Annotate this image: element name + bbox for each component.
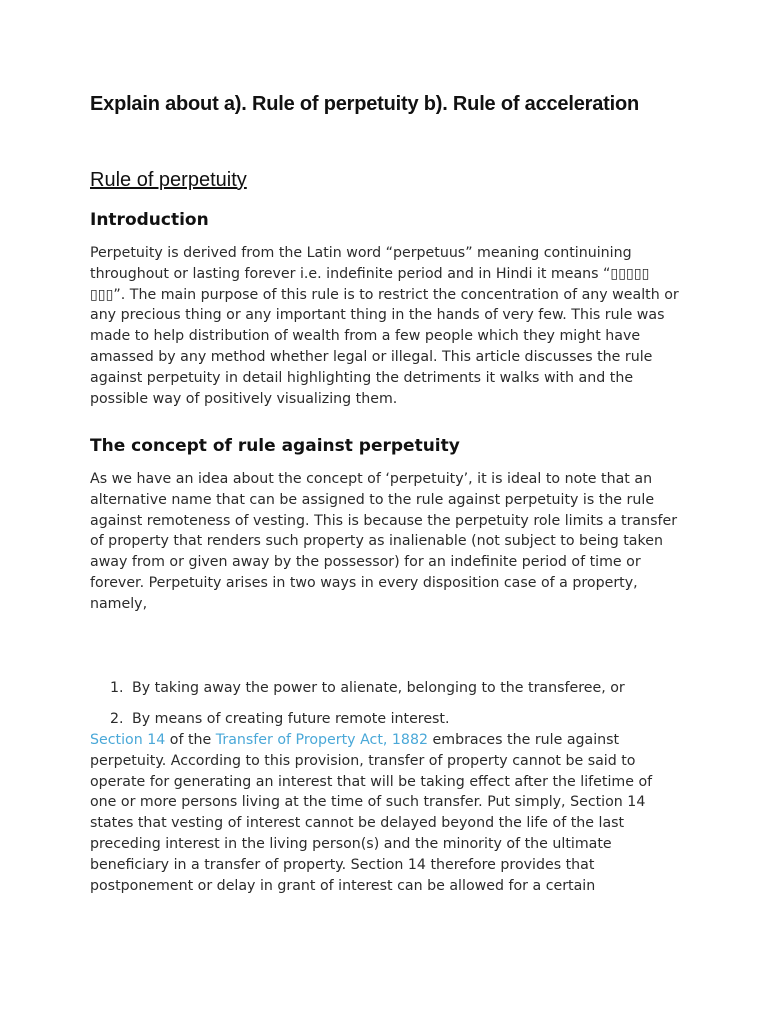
document-title: Explain about a). Rule of perpetuity b). Rule of acceleration: [90, 93, 639, 115]
list-item: [110, 678, 625, 699]
list-number: 2.: [110, 711, 124, 727]
list-text: By taking away the power to alienate, belonging to the transferee, or: [132, 680, 625, 696]
list-text: By means of creating future remote interest.: [132, 711, 450, 727]
introduction-paragraph: Perpetuity is derived from the Latin word “perpetuus” meaning continuining throughout or lasting forever i.e. indefinite period and in Hindi it means “▯▯▯▯▯ ▯▯▯”. The main purpose of this rule is to restrict the concentration of any wealth or any precious thing or any important thing in the hands of very few. This rule was made to help distribution of wealth from a few people which they might have amassed by any method whether legal or illegal. This article discusses the rule against perpetuity in detail highlighting the detriments it walks with and the possible way of positively visualizing them.: [90, 245, 679, 407]
list-number: 1.: [110, 680, 124, 696]
section14-paragraph: [90, 730, 682, 896]
section14-text-1: of the: [165, 732, 216, 748]
list-item: [110, 709, 450, 730]
section-title: Rule of perpetuity: [90, 169, 247, 191]
concept-heading: The concept of rule against perpetuity: [90, 436, 460, 456]
concept-paragraph: As we have an idea about the concept of ‘perpetuity’, it is ideal to note that an alternative name that can be assigned to the rule against perpetuity is the rule against remoteness of vesting. This is because the perpetuity role limits a transfer of property that renders such property as inalienable (not subject to being taken away from or given away by the possessor) for an indefinite period of time or forever. Perpetuity arises in two ways in every disposition case of a property, namely,: [90, 471, 678, 612]
introduction-heading: Introduction: [90, 210, 209, 230]
section-14-link[interactable]: Section 14: [90, 732, 166, 748]
transfer-of-property-act-link[interactable]: Transfer of Property Act, 1882: [215, 732, 429, 748]
section14-text-2: embraces the rule against perpetuity. According to this provision, transfer of property cannot be said to operate for generating an interest that will be taking effect after the lifetime of one or more persons living at the time of such transfer. Put simply, Section 14 states that vesting of interest cannot be delayed beyond the life of the last preceding interest in the living person(s) and the minority of the ultimate beneficiary in a transfer of property. Section 14 therefore provides that postponement or delay in grant of interest can be allowed for a certain: [90, 732, 653, 894]
